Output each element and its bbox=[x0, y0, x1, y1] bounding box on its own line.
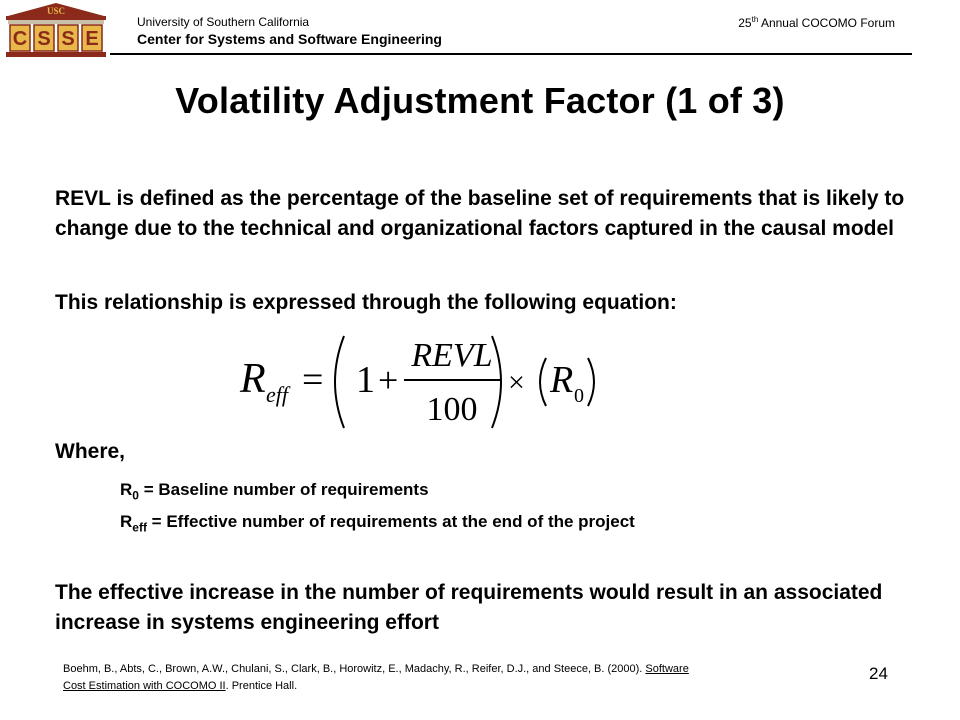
svg-text:USC: USC bbox=[46, 6, 66, 16]
page-number: 24 bbox=[869, 664, 888, 683]
svg-text:×: × bbox=[508, 366, 525, 399]
svg-text:=: = bbox=[302, 359, 324, 401]
header-rule bbox=[110, 53, 912, 55]
logo-letter: C bbox=[12, 28, 28, 50]
equation bbox=[232, 332, 612, 432]
slide-title: Volatility Adjustment Factor (1 of 3) bbox=[175, 80, 785, 121]
center-name: Center for Systems and Software Engineering bbox=[137, 31, 442, 47]
svg-text:0: 0 bbox=[574, 385, 584, 407]
logo-letter: E bbox=[85, 28, 99, 50]
svg-text:REVL: REVL bbox=[411, 337, 493, 374]
reference-citation: Boehm, B., Abts, C., Brown, A.W., Chulani, S., Clark, B., Horowitz, E., Madachy, R., Reifer, D.J., and Steece, B. (2000). Software Cost Estimation with COCOMO II. Prentice Hall. bbox=[63, 663, 689, 692]
svg-text:R: R bbox=[550, 359, 574, 401]
svg-text:eff: eff bbox=[266, 382, 288, 407]
svg-text:100: 100 bbox=[426, 391, 478, 428]
svg-text:R: R bbox=[240, 356, 266, 402]
usc-csse-logo bbox=[2, 2, 110, 60]
conclusion-text: The effective increase in the number of requirements would result in an associated increase in systems engineering effort bbox=[55, 581, 883, 634]
revl-definition: REVL is defined as the percentage of the baseline set of requirements that is likely to change due to the technical and organizational factors captured in the causal model bbox=[55, 187, 905, 240]
svg-text:+: + bbox=[378, 360, 399, 400]
where-label: Where, bbox=[55, 440, 126, 463]
logo-letter: S bbox=[61, 28, 75, 50]
forum-name: 25th Annual COCOMO Forum bbox=[738, 15, 895, 30]
slide-header bbox=[0, 0, 960, 60]
university-name: University of Southern California bbox=[137, 15, 310, 29]
svg-text:1: 1 bbox=[356, 359, 375, 401]
definition-reff: $R_{eff}$ = Effective number of requirements at the end of the project bbox=[120, 512, 635, 535]
definition-r0: $R_0$ = Baseline number of requirements bbox=[120, 480, 429, 503]
logo-letter: S bbox=[37, 28, 51, 50]
relationship-text: This relationship is expressed through the following equation: bbox=[55, 291, 677, 314]
